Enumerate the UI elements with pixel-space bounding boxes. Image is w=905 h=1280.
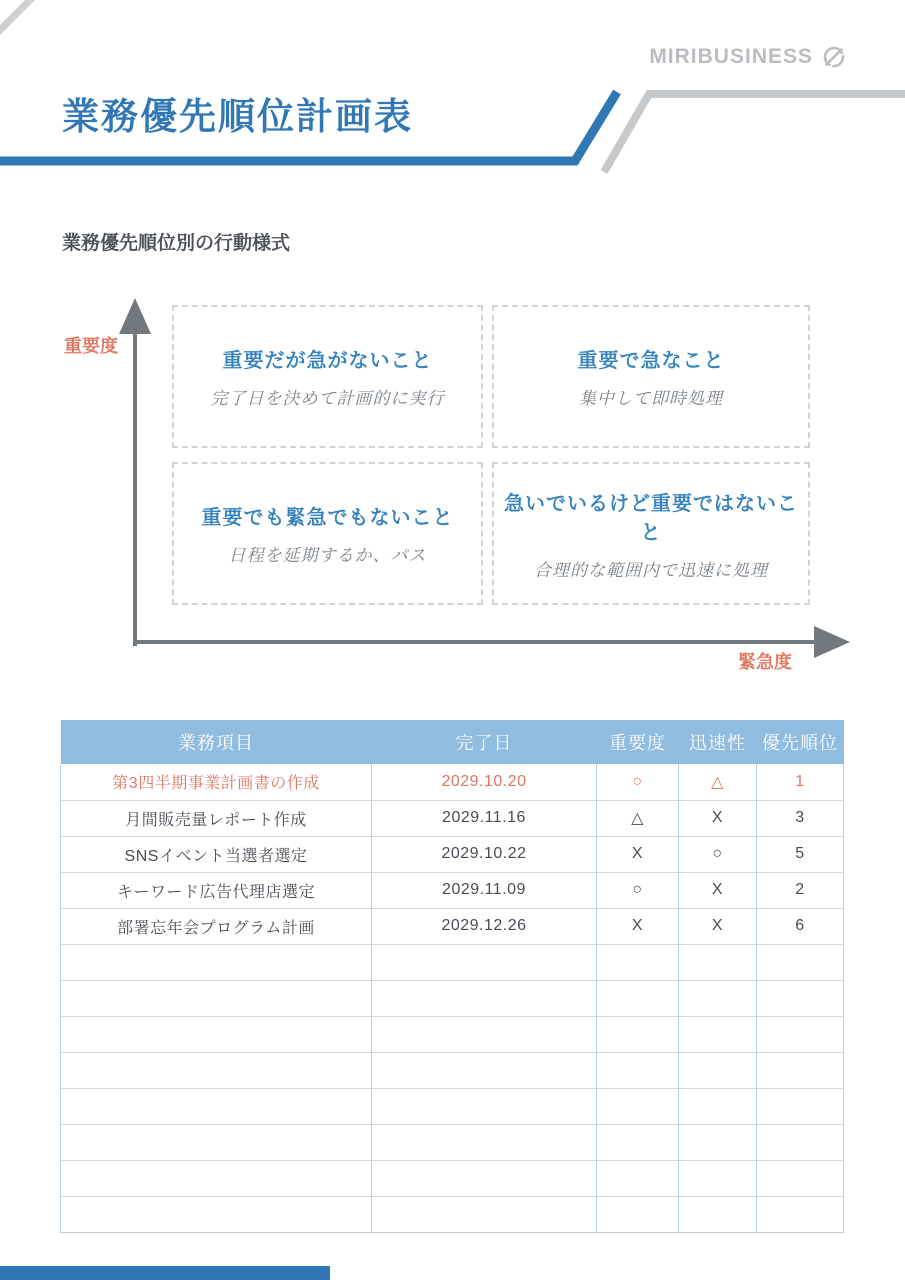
page-title: 業務優先順位計画表 <box>62 96 413 137</box>
quadrant-urgent-not-important <box>492 462 810 605</box>
quadrant-important-urgent <box>492 305 810 448</box>
priority-cell: 3 <box>757 800 844 836</box>
table-row-empty <box>61 1196 844 1232</box>
task-cell <box>61 944 372 980</box>
urgency-cell <box>679 1016 757 1052</box>
priority-cell <box>757 1196 844 1232</box>
priority-cell <box>757 1016 844 1052</box>
quadrant-subtitle: 集中して即時処理 <box>579 389 723 408</box>
task-cell: SNSイベント当選者選定 <box>61 836 372 872</box>
column-header: 優先順位 <box>757 720 844 764</box>
table-row <box>61 764 844 800</box>
urgency-cell <box>679 980 757 1016</box>
urgency-cell: ○ <box>679 836 757 872</box>
brand-logo <box>649 44 847 70</box>
due-date-cell <box>372 1088 597 1124</box>
priority-cell <box>757 1160 844 1196</box>
task-cell <box>61 1088 372 1124</box>
urgency-cell <box>679 1052 757 1088</box>
importance-cell <box>597 1196 679 1232</box>
column-header: 業務項目 <box>61 720 372 764</box>
table-row <box>61 872 844 908</box>
importance-cell <box>597 1124 679 1160</box>
quadrant-title: 急いでいるけど重要ではないこと <box>504 492 798 544</box>
due-date-cell: 2029.12.26 <box>372 908 597 944</box>
footer-accent-bar <box>0 1266 330 1280</box>
priority-cell: 6 <box>757 908 844 944</box>
task-cell <box>61 980 372 1016</box>
due-date-cell: 2029.10.20 <box>372 764 597 800</box>
priority-cell: 5 <box>757 836 844 872</box>
importance-cell: ○ <box>597 764 679 800</box>
table-row-empty <box>61 1160 844 1196</box>
task-cell <box>61 1052 372 1088</box>
quadrant-not-important-not-urgent <box>172 462 483 605</box>
importance-cell <box>597 1088 679 1124</box>
priority-cell: 2 <box>757 872 844 908</box>
priority-cell <box>757 1052 844 1088</box>
task-priority-table <box>60 720 844 1233</box>
table-row <box>61 908 844 944</box>
quadrant-subtitle: 日程を延期するか、パス <box>228 546 427 565</box>
quadrant-important-not-urgent <box>172 305 483 448</box>
task-cell: 第3四半期事業計画書の作成 <box>61 764 372 800</box>
quadrant-title: 重要で急なこと <box>577 350 725 372</box>
due-date-cell <box>372 1052 597 1088</box>
task-cell: 月間販売量レポート作成 <box>61 800 372 836</box>
task-cell: 部署忘年会プログラム計画 <box>61 908 372 944</box>
priority-cell <box>757 1088 844 1124</box>
task-cell <box>61 1124 372 1160</box>
priority-cell <box>757 980 844 1016</box>
importance-cell <box>597 944 679 980</box>
column-header: 迅速性 <box>679 720 757 764</box>
importance-cell: X <box>597 836 679 872</box>
brand-logo-text: MIRIBUSINESS <box>649 45 813 68</box>
urgency-cell <box>679 1088 757 1124</box>
due-date-cell <box>372 1196 597 1232</box>
table-row-empty <box>61 980 844 1016</box>
due-date-cell: 2029.10.22 <box>372 836 597 872</box>
importance-cell <box>597 1052 679 1088</box>
importance-cell <box>597 1160 679 1196</box>
urgency-cell <box>679 1124 757 1160</box>
due-date-cell <box>372 1016 597 1052</box>
task-cell <box>61 1016 372 1052</box>
urgency-cell <box>679 1196 757 1232</box>
column-header: 重要度 <box>597 720 679 764</box>
table-row <box>61 836 844 872</box>
due-date-cell <box>372 980 597 1016</box>
due-date-cell <box>372 1124 597 1160</box>
priority-matrix <box>0 288 905 690</box>
due-date-cell: 2029.11.09 <box>372 872 597 908</box>
priority-cell <box>757 1124 844 1160</box>
table-body <box>61 764 844 1232</box>
urgency-cell <box>679 944 757 980</box>
quadrant-subtitle: 完了日を決めて計画的に実行 <box>210 389 445 408</box>
table-row-empty <box>61 944 844 980</box>
column-header: 完了日 <box>372 720 597 764</box>
importance-cell: ○ <box>597 872 679 908</box>
urgency-cell: X <box>679 872 757 908</box>
section-heading: 業務優先順位別の行動様式 <box>62 233 291 254</box>
due-date-cell <box>372 944 597 980</box>
table-row-empty <box>61 1124 844 1160</box>
paperclip-icon <box>821 44 847 70</box>
table-row-empty <box>61 1088 844 1124</box>
importance-cell <box>597 980 679 1016</box>
corner-accent-line <box>0 0 60 45</box>
priority-cell: 1 <box>757 764 844 800</box>
quadrant-title: 重要だが急がないこと <box>222 350 433 372</box>
due-date-cell <box>372 1160 597 1196</box>
quadrant-subtitle: 合理的な範囲内で迅速に処理 <box>534 560 768 580</box>
importance-cell <box>597 1016 679 1052</box>
urgency-cell: X <box>679 800 757 836</box>
task-cell <box>61 1160 372 1196</box>
table-row-empty <box>61 1052 844 1088</box>
task-cell: キーワード広告代理店選定 <box>61 872 372 908</box>
table-row <box>61 800 844 836</box>
x-axis-label: 緊急度 <box>738 652 792 672</box>
table-header-row <box>61 720 844 764</box>
due-date-cell: 2029.11.16 <box>372 800 597 836</box>
urgency-cell: X <box>679 908 757 944</box>
urgency-cell: △ <box>679 764 757 800</box>
importance-cell: X <box>597 908 679 944</box>
quadrant-title: 重要でも緊急でもないこと <box>201 507 454 529</box>
priority-cell <box>757 944 844 980</box>
y-axis-label: 重要度 <box>64 336 118 356</box>
task-cell <box>61 1196 372 1232</box>
importance-cell: △ <box>597 800 679 836</box>
urgency-cell <box>679 1160 757 1196</box>
table-header <box>61 720 844 764</box>
table-row-empty <box>61 1016 844 1052</box>
